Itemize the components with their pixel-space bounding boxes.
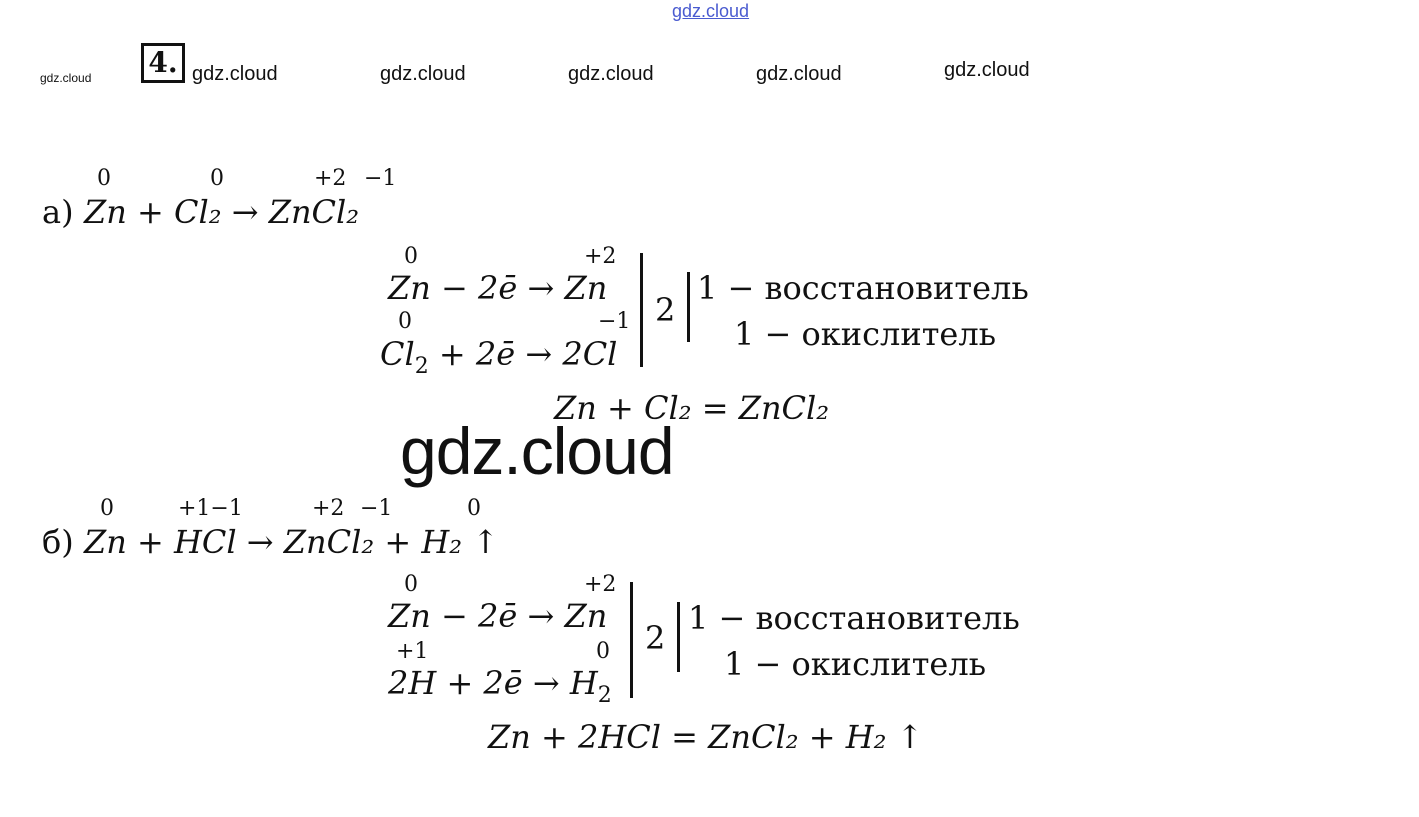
ox-a-h1-right: +2 (584, 244, 617, 269)
ox-a-cl: 0 (210, 166, 224, 191)
part-a-bar-2 (687, 272, 690, 342)
watermark-row-4: gdz.cloud (756, 63, 842, 85)
watermark-small: gdz.cloud (40, 71, 92, 85)
ox-a-h2-left: 0 (398, 309, 412, 334)
part-b-role-2: 1 − окислитель (724, 645, 987, 683)
ox-b-hcl: +1−1 (178, 496, 243, 521)
part-b-electrons: 2 (645, 619, 666, 657)
ox-b-zn-product: +2 (312, 496, 345, 521)
ox-b-h2-right: 0 (596, 639, 610, 664)
ox-b-zn: 0 (100, 496, 114, 521)
part-b-half2-sub: 2 (597, 683, 612, 708)
part-b-half1-lhs: Zn − 2ē → (388, 597, 555, 635)
part-b-half2-rhs: H (569, 664, 598, 702)
part-b-half2 (388, 664, 612, 708)
part-a-half1-rhs: Zn (564, 269, 608, 307)
ox-b-h1-right: +2 (584, 572, 617, 597)
ox-b-h2-left: +1 (396, 639, 429, 664)
watermark-big: gdz.cloud (400, 414, 674, 488)
part-b-final: Zn + 2HCl = ZnCl₂ + H₂ ↑ (488, 718, 924, 756)
part-a-half1 (388, 269, 608, 307)
ox-a-cl-product: −1 (364, 166, 397, 191)
watermark-row-5: gdz.cloud (944, 59, 1030, 81)
watermark-row-2: gdz.cloud (380, 63, 466, 85)
ox-a-h1-left: 0 (404, 244, 418, 269)
part-a-role-1: 1 − восстановитель (697, 269, 1029, 307)
part-b-half1 (388, 597, 608, 635)
part-b-equation: Zn + HCl → ZnCl₂ + H₂ ↑ (84, 523, 500, 561)
part-a-equation: Zn + Cl₂ → ZnCl₂ (84, 193, 360, 231)
part-b-label: б) (42, 523, 74, 561)
part-b-bar-1 (630, 582, 633, 698)
ox-b-h2: 0 (467, 496, 481, 521)
part-a-electrons: 2 (655, 291, 676, 329)
part-a-half2-lhs: Cl (380, 335, 415, 373)
ox-a-zn: 0 (97, 166, 111, 191)
part-a-half1-lhs: Zn − 2ē → (388, 269, 555, 307)
part-a-role-2: 1 − окислитель (734, 315, 997, 353)
part-b-half1-rhs: Zn (564, 597, 608, 635)
part-b-half2-lhs: 2H + 2ē → (388, 664, 560, 702)
watermark-top: gdz.cloud (672, 1, 750, 21)
watermark-row-3: gdz.cloud (568, 63, 654, 85)
part-a-half2-rhs: 2Cl (562, 335, 618, 373)
ox-b-h1-left: 0 (404, 572, 418, 597)
part-a-half2-rest: + 2ē → (428, 335, 553, 373)
ox-b-cl-product: −1 (360, 496, 393, 521)
part-a-half2-sub: 2 (414, 354, 429, 379)
part-a-final: Zn + Cl₂ = ZnCl₂ (554, 389, 830, 427)
part-a-label: а) (42, 193, 74, 231)
ox-a-zn-product: +2 (314, 166, 347, 191)
part-b-bar-2 (677, 602, 680, 672)
part-b-role-1: 1 − восстановитель (688, 599, 1020, 637)
part-a-bar-1 (640, 253, 643, 367)
part-a-half2 (380, 335, 618, 379)
ox-a-h2-right: −1 (598, 309, 631, 334)
task-number: 4. (141, 43, 185, 83)
watermark-row-1: gdz.cloud (192, 63, 278, 85)
